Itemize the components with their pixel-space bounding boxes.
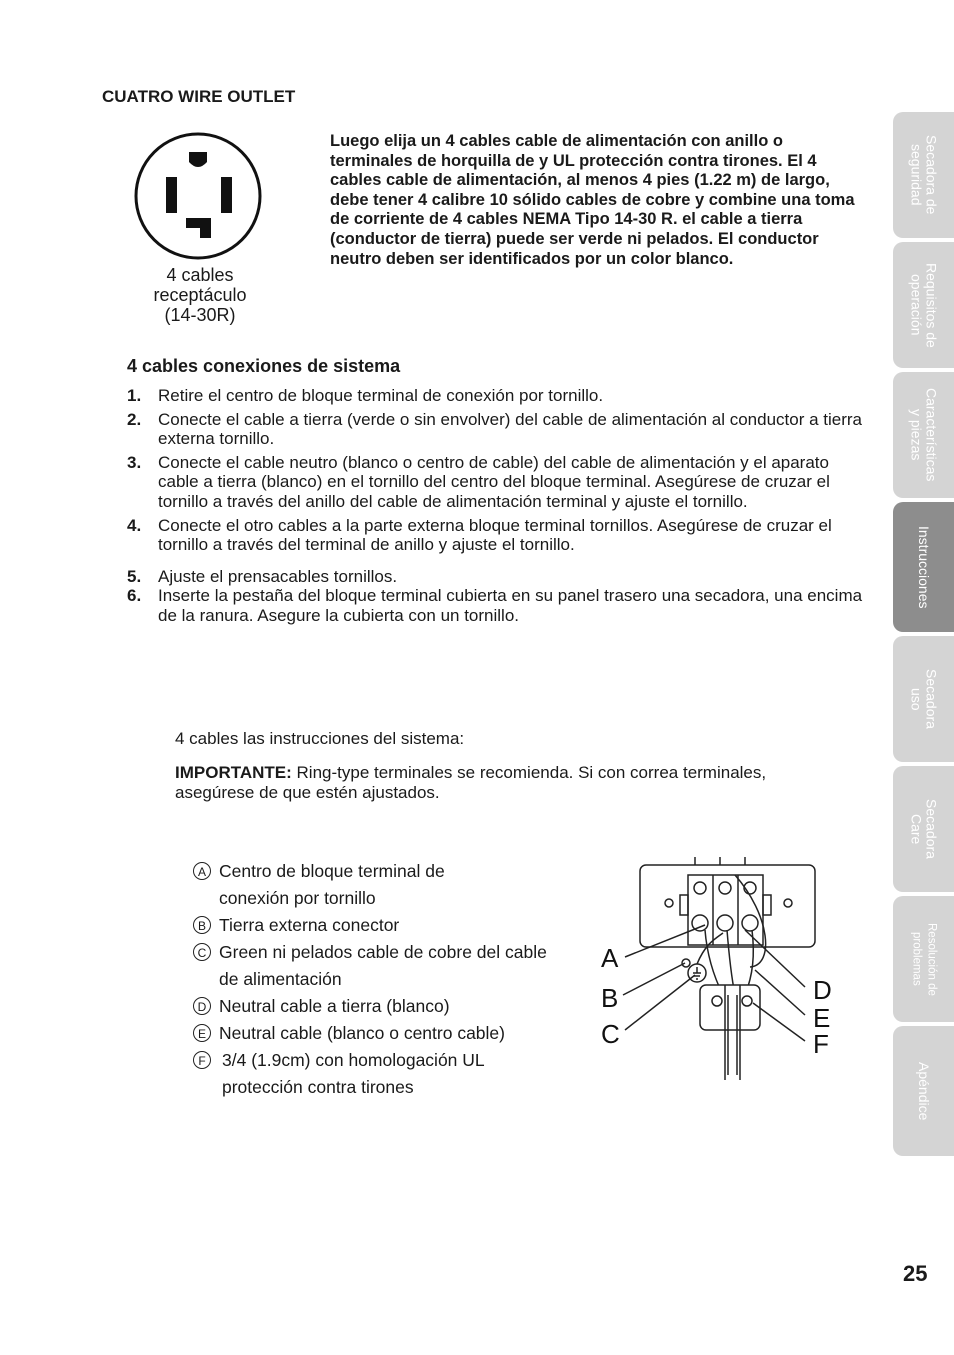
step-text: Inserte la pestaña del bloque terminal cubierta en su panel trasero una secadora, una encima de la ranura. Asegure la cubierta con un tornillo. [158, 586, 863, 625]
step-number: 1. [127, 386, 142, 405]
side-tab-label: Secadora de seguridad [908, 135, 940, 215]
section-title: 4 cables conexiones de sistema [127, 356, 401, 376]
receptacle-icon [133, 132, 263, 262]
side-tab-label: Requisitos de operación [908, 262, 940, 348]
legend-item [193, 912, 593, 939]
side-tab-label: Secadora Care [908, 799, 940, 859]
legend-text: 3/4 (1.9cm) con homologación UL protección contra tirones [222, 1050, 484, 1097]
diagram-label-e: E [813, 1003, 831, 1033]
legend-text: Tierra externa conector [219, 915, 400, 935]
leader-line-c [625, 975, 695, 1030]
diagram-label-a: A [601, 943, 619, 973]
important-text: Ring-type terminales se recomienda. Si con correa terminales, asegúrese de que estén ajustados. [175, 763, 767, 802]
legend-letter-badge: F [193, 1051, 211, 1069]
step-text: Conecte el cable a tierra (verde o sin envolver) del cable de alimentación al conductor a tierra externa tornillo. [158, 409, 862, 449]
legend-text: Green ni pelados cable de cobre del cable de alimentación [219, 942, 547, 989]
legend-text: Centro de bloque terminal de conexión por tornillo [219, 861, 445, 908]
right-slot [221, 177, 232, 213]
receptacle-label [120, 265, 280, 325]
legend-item [193, 993, 593, 1020]
leader-line-e [755, 970, 805, 1015]
important-label: IMPORTANTE: [175, 763, 292, 782]
side-tab-apendice[interactable] [893, 1026, 954, 1156]
step-number: 2. [127, 409, 142, 429]
legend-letter-badge: D [193, 997, 211, 1015]
section-heading: CUATRO WIRE OUTLET [102, 87, 296, 106]
legend-item [193, 939, 593, 993]
receptacle-label-line: receptáculo [153, 285, 247, 305]
receptacle-label-line: 4 cables [166, 265, 234, 285]
step-item [127, 453, 867, 512]
legend-letter-badge: B [193, 916, 211, 934]
diagram-label-c: C [601, 1019, 620, 1049]
step-text: Conecte el cable neutro (blanco o centro de cable) del cable de alimentación y el aparato cable a tierra (blanco) en el tornillo del centro del bloque terminal. Asegúrese de cruzar el tornillo a través del anillo del cable de alimentación terminal y ajuste el tornillo. [158, 452, 830, 511]
side-tab-resolucion-de-problemas[interactable] [893, 896, 954, 1022]
legend-letter-badge: E [193, 1024, 211, 1042]
step-item [127, 410, 867, 449]
side-tab-caracteristicas-y-piezas[interactable] [893, 372, 954, 498]
strain-relief [700, 985, 760, 1030]
side-tab-instrucciones[interactable] [893, 502, 954, 632]
receptacle-label-line: (14-30R) [164, 305, 236, 325]
side-tab-label: Secadora uso [908, 669, 940, 729]
side-tab-label: Apéndice [916, 1061, 932, 1121]
step-text: Conecte el otro cables a la parte externa bloque terminal tornillos. Asegúrese de cruzar el tornillo a través del terminal de anillo y ajuste el tornillo. [158, 515, 832, 555]
side-tab-secadora-de-seguridad[interactable] [893, 112, 954, 238]
legend-item [193, 1047, 593, 1101]
step-number: 6. [127, 586, 142, 606]
wiring-diagram [595, 855, 845, 1085]
step-text: Retire el centro de bloque terminal de conexión por tornillo. [158, 386, 604, 405]
intro-paragraph: Luego elija un 4 cables cable de alimentación con anillo o terminales de horquilla de y UL protección contra tirones. El 4 cables cable de alimentación, al menos 4 pies (1.22 m) de largo, debe tener 4 calibre 10 sólido cables de cobre y combine una toma de corriente de 4 cables NEMA Tipo 14-30 R. el cable a tierra (conductor de tierra) puede ser verde ni pelados. El conductor neutro deben ser identificados por un color blanco. [330, 132, 855, 268]
legend-text: Neutral cable a tierra (blanco) [219, 996, 450, 1016]
legend-letter-badge: A [193, 862, 211, 880]
side-tab-requisitos-de-operacion[interactable] [893, 242, 954, 368]
step-number: 4. [127, 515, 142, 535]
step-item [127, 386, 867, 406]
side-tab-label: Características y piezas [908, 388, 940, 482]
diagram-label-f: F [813, 1029, 829, 1059]
step-text: Ajuste el prensacables tornillos. [158, 566, 398, 586]
legend-text: Neutral cable (blanco o centro cable) [219, 1023, 505, 1043]
steps-list [127, 386, 867, 630]
important-note [175, 763, 815, 803]
page-number: 25 [903, 1261, 928, 1286]
side-tab-label: Instrucciones [916, 525, 932, 609]
diagram-label-d: D [813, 975, 832, 1005]
step-number: 5. [127, 566, 142, 586]
legend-item [193, 1020, 593, 1047]
step-item [127, 567, 867, 587]
side-tab-secadora-care[interactable] [893, 766, 954, 892]
left-slot [166, 177, 177, 213]
side-tab-label: Resolución de problemas [910, 922, 938, 996]
step-item [127, 586, 867, 625]
diagram-label-b: B [601, 983, 619, 1013]
legend-letter-badge: C [193, 943, 211, 961]
legend-item [193, 858, 593, 912]
legend-list [193, 858, 593, 1101]
step-item [127, 516, 867, 555]
instructions-label: 4 cables las instrucciones del sistema: [175, 729, 465, 748]
step-number: 3. [127, 452, 142, 472]
side-tab-secadora-uso[interactable] [893, 636, 954, 762]
